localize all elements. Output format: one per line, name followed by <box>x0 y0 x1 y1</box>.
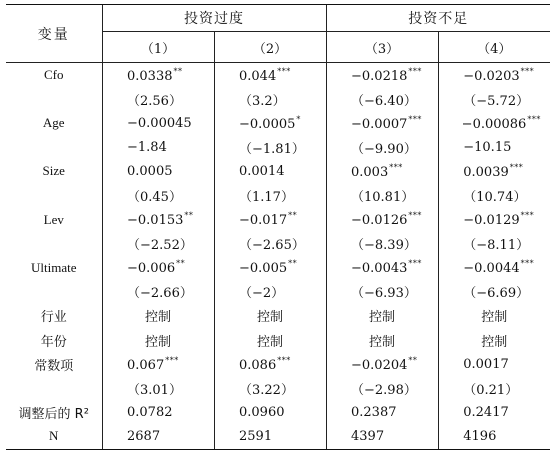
cell-value: 控制 <box>256 310 283 326</box>
row-label <box>6 183 102 207</box>
significance-stars: *** <box>520 66 535 76</box>
row-label: 调整后的 R² <box>18 406 89 422</box>
table-cell <box>438 256 550 280</box>
table-row <box>6 87 550 111</box>
table-cell <box>102 183 214 207</box>
table-cell <box>102 63 214 88</box>
significance-stars: *** <box>509 162 524 172</box>
table-row <box>6 328 550 352</box>
column-header-4: （4） <box>438 32 550 63</box>
significance-stars: *** <box>277 66 291 76</box>
table-cell <box>438 111 550 135</box>
table-cell <box>214 424 326 449</box>
table-row <box>6 424 550 449</box>
table-cell <box>326 208 438 232</box>
table-cell <box>102 376 214 400</box>
row-label: 行业 <box>40 310 67 326</box>
cell-value: 0.0005 <box>127 163 173 179</box>
cell-value: （3.22） <box>239 382 294 398</box>
table-row <box>6 183 550 207</box>
table-cell <box>326 424 438 449</box>
row-label: 常数项 <box>34 358 74 374</box>
cell-value: （−8.11） <box>463 238 530 254</box>
cell-value: 控制 <box>144 310 171 326</box>
table-cell <box>326 352 438 376</box>
cell-value: −0.00045 <box>127 115 192 131</box>
significance-stars: *** <box>408 211 422 221</box>
table-cell <box>102 280 214 304</box>
group-header-overinvestment: 投资过度 <box>102 5 326 32</box>
cell-value: −0.017** <box>239 211 298 229</box>
table-cell <box>102 159 214 183</box>
cell-value: （−2） <box>239 286 285 302</box>
significance-stars: *** <box>277 355 291 365</box>
cell-value: 控制 <box>481 310 508 326</box>
column-header-3: （3） <box>326 32 438 63</box>
table-row <box>6 63 550 88</box>
table-cell <box>438 400 550 424</box>
table-row <box>6 159 550 183</box>
cell-value: （2.56） <box>127 93 182 109</box>
column-header-2: （2） <box>214 32 326 63</box>
significance-stars: *** <box>520 259 535 269</box>
table-cell <box>214 328 326 352</box>
table-cell <box>102 304 214 328</box>
table-cell <box>214 232 326 256</box>
regression-table <box>6 4 550 450</box>
cell-value: 0.0960 <box>239 404 285 420</box>
table-cell <box>102 400 214 424</box>
cell-value: −0.0203*** <box>463 66 535 84</box>
table-cell <box>214 256 326 280</box>
cell-value: −0.005** <box>239 259 298 277</box>
cell-value: 0.0017 <box>463 356 509 372</box>
cell-value: 0.0782 <box>127 404 173 420</box>
cell-value: （−2.65） <box>239 238 305 254</box>
cell-value: 4397 <box>351 428 385 444</box>
table-cell <box>214 183 326 207</box>
table-cell <box>102 328 214 352</box>
table-row <box>6 400 550 424</box>
table-row <box>6 208 550 232</box>
cell-value: −1.84 <box>127 139 167 155</box>
significance-stars: ** <box>288 259 298 269</box>
column-header-1: （1） <box>102 32 214 63</box>
cell-value: −0.0204** <box>351 355 418 373</box>
table-cell <box>102 232 214 256</box>
table-body <box>6 63 550 450</box>
regression-table-container <box>6 4 550 450</box>
cell-value: （−2.66） <box>127 286 193 302</box>
table-cell <box>326 183 438 207</box>
significance-stars: ** <box>176 259 186 269</box>
cell-value: −0.0153** <box>127 211 194 229</box>
table-cell <box>102 87 214 111</box>
cell-value: （3.01） <box>127 382 182 398</box>
cell-value: 控制 <box>481 334 508 350</box>
significance-stars: *** <box>408 259 422 269</box>
significance-stars: ** <box>173 66 183 76</box>
table-row <box>6 256 550 280</box>
significance-stars: ** <box>184 211 194 221</box>
table-cell <box>214 400 326 424</box>
significance-stars: *** <box>520 211 535 221</box>
cell-value: （10.81） <box>351 190 415 206</box>
row-label: Size <box>42 163 65 179</box>
cell-value: （−6.40） <box>351 93 417 109</box>
group-header-underinvestment: 投资不足 <box>326 5 550 32</box>
cell-value: 0.0014 <box>239 163 285 179</box>
cell-value: （−8.39） <box>351 238 417 254</box>
table-cell <box>214 111 326 135</box>
row-label <box>6 135 102 159</box>
cell-value: 0.2417 <box>463 404 509 420</box>
cell-value: （0.21） <box>463 382 519 398</box>
cell-value: −0.00086*** <box>461 114 541 132</box>
row-label: N <box>6 424 102 449</box>
significance-stars: *** <box>165 355 179 365</box>
cell-value: −0.0044*** <box>463 259 535 277</box>
cell-value: （−1.81） <box>239 141 305 157</box>
cell-value: −0.0126*** <box>351 211 422 229</box>
cell-value: （−9.90） <box>351 141 417 157</box>
cell-value: （1.17） <box>239 190 294 206</box>
table-cell <box>326 328 438 352</box>
cell-value: （3.2） <box>239 93 286 109</box>
table-cell <box>438 135 550 159</box>
table-cell <box>326 87 438 111</box>
cell-value: −0.0218*** <box>351 66 422 84</box>
table-cell <box>326 63 438 88</box>
table-row <box>6 280 550 304</box>
table-row <box>6 232 550 256</box>
cell-value: −0.0129*** <box>463 211 535 229</box>
cell-value: （0.45） <box>127 190 182 206</box>
cell-value: 控制 <box>368 310 395 326</box>
row-label: 年份 <box>40 334 67 350</box>
cell-value: −0.0005* <box>239 114 301 132</box>
table-cell <box>102 208 214 232</box>
table-cell <box>438 376 550 400</box>
cell-value: 0.0338** <box>127 66 183 84</box>
table-cell <box>102 352 214 376</box>
table-cell <box>326 256 438 280</box>
table-cell <box>438 87 550 111</box>
cell-value: −0.0043*** <box>351 259 422 277</box>
significance-stars: ** <box>288 211 298 221</box>
row-label: Cfo <box>44 67 64 83</box>
significance-stars: *** <box>408 66 422 76</box>
significance-stars: *** <box>408 114 422 124</box>
table-cell <box>438 63 550 88</box>
table-cell <box>438 280 550 304</box>
table-cell <box>214 63 326 88</box>
significance-stars: *** <box>527 114 541 124</box>
table-cell <box>326 232 438 256</box>
cell-value: 0.0039*** <box>463 162 524 180</box>
significance-stars: * <box>296 114 301 124</box>
cell-value: （−2.52） <box>127 238 193 254</box>
table-cell <box>214 304 326 328</box>
cell-value: （−5.72） <box>463 93 530 109</box>
table-cell <box>438 304 550 328</box>
table-cell <box>214 208 326 232</box>
row-label: Lev <box>43 211 64 227</box>
cell-value: （10.74） <box>463 190 527 206</box>
cell-value: 0.044*** <box>239 66 291 84</box>
table-cell <box>102 424 214 449</box>
table-cell <box>438 159 550 183</box>
cell-value: 0.2387 <box>351 404 397 420</box>
table-cell <box>438 183 550 207</box>
table-cell <box>326 111 438 135</box>
table-cell <box>438 352 550 376</box>
table-cell <box>326 159 438 183</box>
table-cell <box>214 352 326 376</box>
table-cell <box>438 328 550 352</box>
cell-value: （−6.93） <box>351 286 417 302</box>
cell-value: −0.0007*** <box>351 114 422 132</box>
variable-header: 变量 <box>6 5 102 63</box>
cell-value: 2591 <box>239 428 273 444</box>
table-cell <box>326 135 438 159</box>
cell-value: （−6.69） <box>463 286 530 302</box>
table-cell <box>326 376 438 400</box>
table-cell <box>214 376 326 400</box>
table-cell <box>214 135 326 159</box>
significance-stars: *** <box>389 162 403 172</box>
table-row <box>6 352 550 376</box>
table-cell <box>214 87 326 111</box>
table-cell <box>438 424 550 449</box>
row-label <box>6 280 102 304</box>
significance-stars: ** <box>408 355 418 365</box>
table-row <box>6 376 550 400</box>
table-cell <box>102 256 214 280</box>
row-label: Age <box>42 115 65 131</box>
table-cell <box>102 135 214 159</box>
cell-value: 控制 <box>256 334 283 350</box>
cell-value: 控制 <box>144 334 171 350</box>
cell-value: 控制 <box>368 334 395 350</box>
cell-value: −0.006** <box>127 259 186 277</box>
cell-value: 0.003*** <box>351 162 403 180</box>
cell-value: （−2.98） <box>351 382 417 398</box>
row-label <box>6 376 102 400</box>
table-cell <box>326 400 438 424</box>
table-row <box>6 135 550 159</box>
table-cell <box>214 159 326 183</box>
cell-value: 0.086*** <box>239 355 291 373</box>
cell-value: 4196 <box>463 428 497 444</box>
row-label <box>6 232 102 256</box>
row-label <box>6 87 102 111</box>
table-cell <box>102 111 214 135</box>
table-cell <box>214 280 326 304</box>
table-row <box>6 304 550 328</box>
table-cell <box>438 232 550 256</box>
table-row <box>6 111 550 135</box>
cell-value: 0.067*** <box>127 355 179 373</box>
cell-value: −10.15 <box>463 139 512 155</box>
table-cell <box>326 304 438 328</box>
table-cell <box>326 280 438 304</box>
table-cell <box>438 208 550 232</box>
cell-value: 2687 <box>127 428 161 444</box>
row-label: Ultimate <box>31 259 77 275</box>
